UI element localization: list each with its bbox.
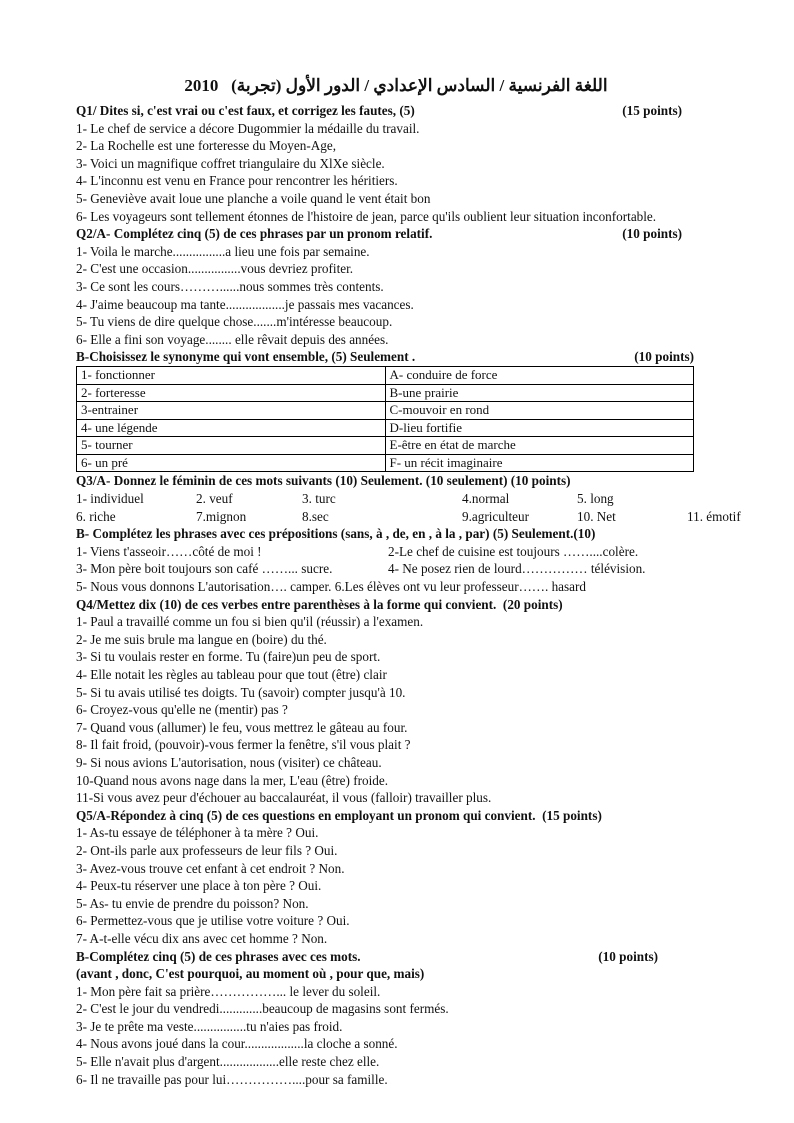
q5b-item: 3- Je te prête ma veste................tu n'aies pas froid.	[76, 1018, 343, 1034]
table-row	[77, 437, 694, 455]
word-item: 6. riche	[76, 508, 116, 524]
title-year: 2010	[184, 76, 219, 95]
q5a-item: 4- Peux-tu réserver une place à ton père ? Oui.	[76, 878, 322, 894]
word-item: 8.sec	[302, 508, 329, 524]
q2a-item: 1- Voila le marche................a lieu une fois par semaine.	[76, 243, 370, 259]
q5a-header: Q5/A-Répondez à cinq (5) de ces questions en employant un pronom qui convient. (15 points)	[76, 807, 602, 823]
q3b-item: 3- Mon père boit toujours son café ……... sucre.	[76, 561, 333, 577]
q4-item: 8- Il fait froid, (pouvoir)-vous fermer la fenêtre, s'il vous plait ?	[76, 737, 411, 753]
q2a-item: 2- C'est une occasion................vous devriez profiter.	[76, 261, 354, 277]
q5b-item: 2- C'est le jour du vendredi.............beaucoup de magasins sont fermés.	[76, 1001, 449, 1017]
q5a-item: 7- A-t-elle vécu dix ans avec cet homme ? Non.	[76, 930, 328, 946]
q1-item: 2- La Rochelle est une forteresse du Moyen-Age,	[76, 138, 336, 154]
word-item: 4.normal	[462, 491, 510, 507]
q5a-points: (15 points)	[542, 807, 602, 823]
q3a-word-row	[76, 508, 741, 526]
q5a-item: 2- Ont-ils parle aux professeurs de leur fils ? Oui.	[76, 842, 338, 858]
q5a-item: 6- Permettez-vous que je utilise votre voiture ? Oui.	[76, 913, 350, 929]
q3b-item: 2-Le chef de cuisine est toujours ……....colère.	[388, 543, 639, 559]
q1-points: (15 points)	[622, 103, 682, 118]
table-row	[77, 402, 694, 420]
table-row	[77, 366, 694, 384]
q5b-item: 4- Nous avons joué dans la cour..................la cloche a sonné.	[76, 1036, 398, 1052]
table-row	[77, 419, 694, 437]
synonym-table	[76, 366, 694, 473]
word-item: 5. long	[577, 491, 614, 507]
word-item: 9.agriculteur	[462, 508, 530, 524]
table-cell: F- un récit imaginaire	[385, 454, 694, 472]
q2a-item: 5- Tu viens de dire quelque chose.......m'intéresse beaucoup.	[76, 314, 393, 330]
word-item: 3. turc	[302, 491, 336, 507]
word-item: 1- individuel	[76, 491, 144, 507]
table-cell: D-lieu fortifie	[385, 419, 694, 437]
q1-item: 6- Les voyageurs sont tellement étonnes de l'histoire de jean, parce qu'ils oublient leur situation inconfortable.	[76, 208, 657, 224]
q4-item: 4- Elle notait les règles au tableau pour que tout (être) clair	[76, 667, 387, 682]
q5a-item: 3- Avez-vous trouve cet enfant à cet endroit ? Non.	[76, 860, 345, 876]
exam-title	[76, 74, 716, 98]
q2b-header: B-Choisissez le synonyme qui vont ensemble, (5) Seulement . (10 points)	[76, 348, 716, 366]
q4-item: 6- Croyez-vous qu'elle ne (mentir) pas ?	[76, 702, 288, 718]
word-item: 2. veuf	[196, 491, 233, 507]
q5b-item: 6- Il ne travaille pas pour lui……………....pour sa famille.	[76, 1071, 388, 1087]
table-cell: 4- une légende	[77, 419, 386, 437]
title-arabic: اللغة الفرنسية / السادس الإعدادي / الدور الأول (تجربة)	[231, 76, 608, 95]
table-cell: 5- tourner	[77, 437, 386, 455]
table-row	[77, 384, 694, 402]
table-cell: 6- un pré	[77, 454, 386, 472]
word-item: 11. émotif	[687, 508, 741, 524]
q2a-header: Q2/A- Complétez cinq (5) de ces phrases par un pronom relatif. (10 points)	[76, 225, 716, 243]
q4-item: 2- Je me suis brule ma langue en (boire) du thé.	[76, 631, 327, 647]
q3a-word-row	[76, 490, 716, 508]
q2a-item: 3- Ce sont les cours………......nous sommes très contents.	[76, 278, 384, 294]
q5a-item: 1- As-tu essaye de téléphoner à ta mère ? Oui.	[76, 825, 319, 841]
q5b-item: 1- Mon père fait sa prière……………... le lever du soleil.	[76, 983, 381, 999]
word-item	[687, 490, 717, 508]
q2b-points: (10 points)	[634, 349, 694, 365]
q3a-header: Q3/A- Donnez le féminin de ces mots suivants (10) Seulement. (10 seulement) (10 points)	[76, 473, 571, 489]
table-cell: 1- fonctionner	[77, 366, 386, 384]
q5b-header: B-Complétez cinq (5) de ces phrases avec ces mots. (10 points)	[76, 948, 716, 966]
q3b-header: B- Complétez les phrases avec ces prépositions (sans, à , de, en , à la , par) (5) Seulement.(10)	[76, 526, 596, 542]
word-item: 7.mignon	[196, 508, 247, 524]
q2a-item: 4- J'aime beaucoup ma tante..................je passais mes vacances.	[76, 296, 414, 312]
q1-header: Q1/ Dites si, c'est vrai ou c'est faux, et corrigez les fautes, (5) (15 points)	[76, 102, 716, 120]
q5a-item: 5- As- tu envie de prendre du poisson? Non.	[76, 895, 309, 911]
q2a-points: (10 points)	[622, 226, 682, 242]
q3b-item: 1- Viens t'asseoir……côté de moi !	[76, 543, 262, 559]
exam-page	[76, 74, 741, 1088]
q5b-word-list: (avant , donc, C'est pourquoi, au moment où , pour que, mais)	[76, 966, 425, 982]
q4-item: 1- Paul a travaillé comme un fou si bien qu'il (réussir) a l'examen.	[76, 614, 424, 630]
table-row	[77, 454, 694, 472]
table-cell: E-être en état de marche	[385, 437, 694, 455]
q3b-item: 4- Ne posez rien de lourd…………… télévision.	[388, 561, 646, 577]
q4-header: Q4/Mettez dix (10) de ces verbes entre parenthèses à la forme qui convient. (20 points)	[76, 596, 563, 612]
table-cell: 2- forteresse	[77, 384, 386, 402]
q1-item: 3- Voici un magnifique coffret triangulaire du XlXe siècle.	[76, 155, 385, 171]
q4-item: 3- Si tu voulais rester en forme. Tu (faire)un peu de sport.	[76, 649, 381, 665]
q2a-item: 6- Elle a fini son voyage........ elle rêvait depuis des années.	[76, 331, 389, 347]
q5b-item: 5- Elle n'avait plus d'argent..................elle reste chez elle.	[76, 1054, 380, 1070]
table-cell: 3-entrainer	[77, 402, 386, 420]
q1-item: 4- L'inconnu est venu en France pour rencontrer les héritiers.	[76, 173, 398, 189]
q3b-item: 5- Nous vous donnons L'autorisation…. camper. 6.Les élèves ont vu leur professeur……. hasard	[76, 579, 586, 595]
q1-item: 1- Le chef de service a décore Dugommier la médaille du travail.	[76, 120, 420, 136]
q1-item: 5- Geneviève avait loue une planche a voile quand le vent était bon	[76, 190, 431, 206]
q4-item: 10-Quand nous avons nage dans la mer, L'eau (être) froide.	[76, 772, 389, 788]
q3b-line	[76, 560, 716, 578]
q4-item: 9- Si nous avions L'autorisation, nous (visiter) ce château.	[76, 754, 382, 770]
table-cell: C-mouvoir en rond	[385, 402, 694, 420]
q4-points: (20 points)	[502, 596, 563, 612]
q4-item: 11-Si vous avez peur d'échouer au baccalauréat, il vous (falloir) travailler plus.	[76, 790, 492, 806]
q5b-points: (10 points)	[598, 948, 658, 964]
table-cell: A- conduire de force	[385, 366, 694, 384]
q4-item: 5- Si tu avais utilisé tes doigts. Tu (savoir) compter jusqu'à 10.	[76, 684, 406, 700]
word-item: 10. Net	[577, 508, 616, 524]
q4-item: 7- Quand vous (allumer) le feu, vous mettrez le gâteau au four.	[76, 719, 408, 735]
q3b-line	[76, 543, 716, 561]
table-cell: B-une prairie	[385, 384, 694, 402]
